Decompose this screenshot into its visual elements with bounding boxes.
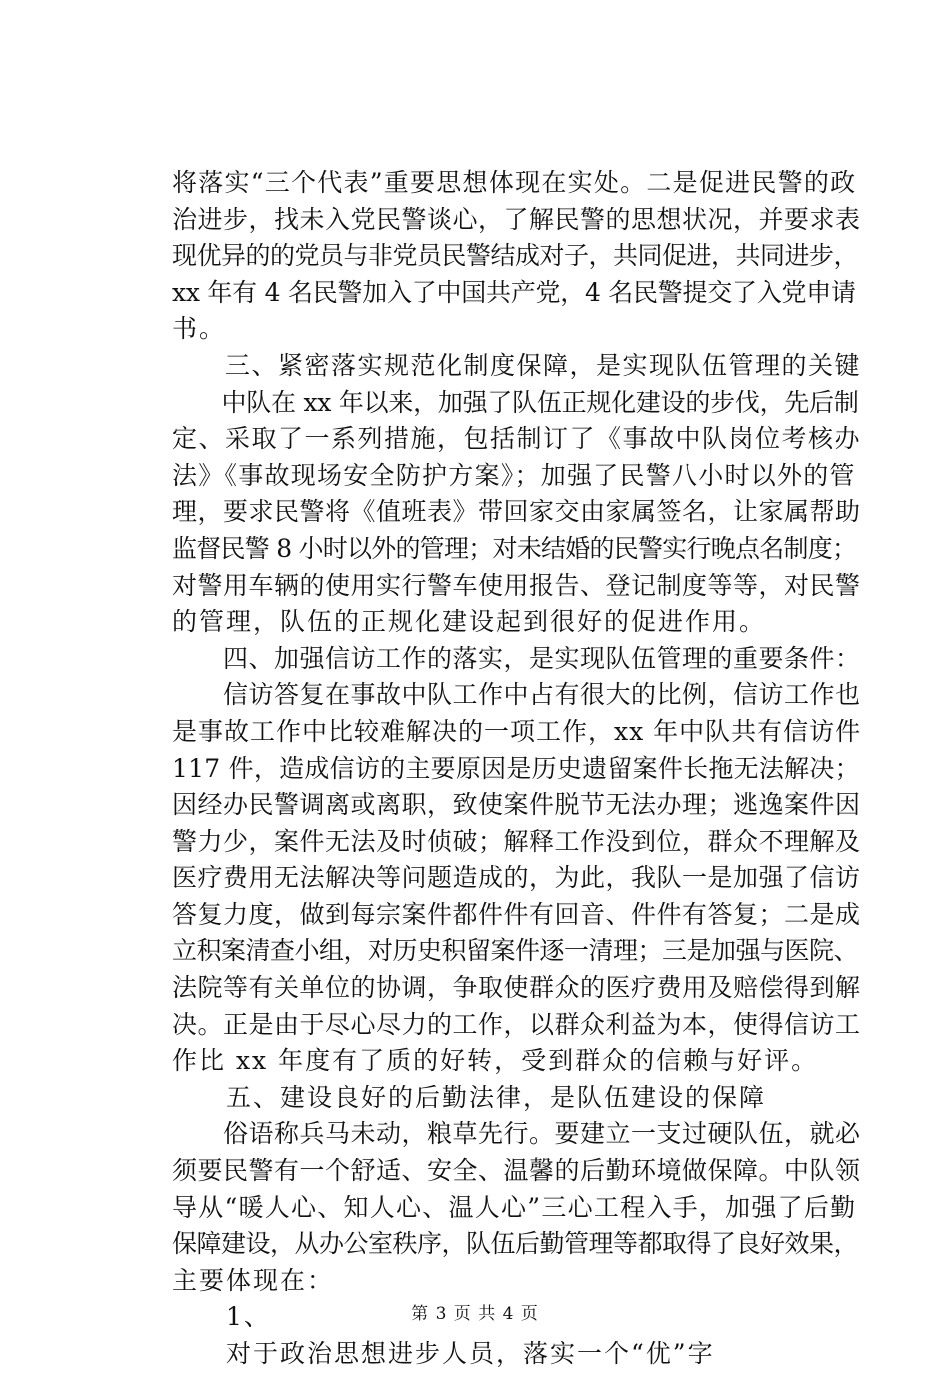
text-line: 信访答复在事故中队工作中占有很大的比例，信访工作也	[172, 680, 861, 710]
text-line: 对于政治思想进步人员，落实一个“优”字	[172, 1339, 715, 1368]
text-line: 作比 xx 年度有了质的好转，受到群众的信赖与好评。	[172, 1046, 819, 1076]
page-number-label: 第 3 页 共 4 页	[411, 1304, 539, 1324]
text-line: 俗语称兵马未动，粮草先行。要建立一支过硬队伍，就必	[172, 1119, 861, 1149]
text-line: 定、采取了一系列措施，包括制订了《事故中队岗位考核办	[172, 424, 862, 454]
text-line: 警力少，案件无法及时侦破；解释工作没到位，群众不理解及	[172, 826, 861, 856]
text-line: 决。正是由于尽心尽力的工作，以群众利益为本，使得信访工	[172, 1009, 861, 1039]
text-line: 书。	[172, 314, 227, 344]
text-line: 法》《事故现场安全防护方案》；加强了民警八小时以外的管	[172, 460, 856, 490]
document-body	[172, 165, 862, 1373]
text-line: 导从“暖人心、知人心、温人心”三心工程入手，加强了后勤	[172, 1192, 857, 1222]
list-item-number: 1、	[172, 1302, 271, 1332]
section-heading-3: 三、紧密落实规范化制度保障，是实现队伍管理的关键	[172, 350, 862, 380]
text-line: 法院等有关单位的协调，争取使群众的医疗费用及赔偿得到解	[172, 973, 861, 1003]
text-line: 主要体现在：	[172, 1265, 335, 1295]
text-line: 因经办民警调离或离职，致使案件脱节无法办理；逃逸案件因	[172, 790, 861, 820]
text-line: 治进步，找未入党民警谈心，了解民警的思想状况，并要求表	[172, 204, 861, 234]
text-line: 将落实“三个代表”重要思想体现在实处。二是促进民警的政	[172, 168, 857, 197]
page-footer	[0, 1299, 950, 1324]
text-line: 的管理，队伍的正规化建设起到很好的促进作用。	[172, 607, 767, 637]
text-line: 中队在 xx 年以来，加强了队伍正规化建设的步伐，先后制	[172, 387, 859, 417]
text-line: 须要民警有一个舒适、安全、温馨的后勤环境做保障。中队领	[172, 1156, 861, 1186]
text-line: 对警用车辆的使用实行警车使用报告、登记制度等等，对民警	[172, 570, 861, 600]
text-line: 是事故工作中比较难解决的一项工作，xx 年中队共有信访件	[172, 716, 862, 746]
text-line: xx 年有 4 名民警加入了中国共产党，4 名民警提交了入党申请	[172, 277, 856, 307]
text-line: 答复力度，做到每宗案件都件件有回音、件件有答复；二是成	[172, 899, 861, 929]
section-heading-4: 四、加强信访工作的落实，是实现队伍管理的重要条件：	[172, 643, 861, 673]
text-line: 现优异的的党员与非党员民警结成对子，共同促进，共同进步，	[172, 241, 859, 271]
text-line: 保障建设，从办公室秩序，队伍后勤管理等都取得了良好效果，	[172, 1229, 859, 1259]
text-line: 医疗费用无法解决等问题造成的，为此，我队一是加强了信访	[172, 863, 861, 893]
text-line: 立积案清查小组，对历史积留案件逐一清理；三是加强与医院、	[172, 936, 859, 966]
text-line: 117 件，造成信访的主要原因是历史遗留案件长拖无法解决；	[172, 753, 860, 783]
text-line: 监督民警 8 小时以外的管理；对未结婚的民警实行晚点名制度；	[172, 533, 857, 563]
section-heading-5: 五、建设良好的后勤法律，是队伍建设的保障	[172, 1082, 767, 1112]
text-line: 理，要求民警将《值班表》带回家交由家属签名，让家属帮助	[172, 497, 861, 527]
